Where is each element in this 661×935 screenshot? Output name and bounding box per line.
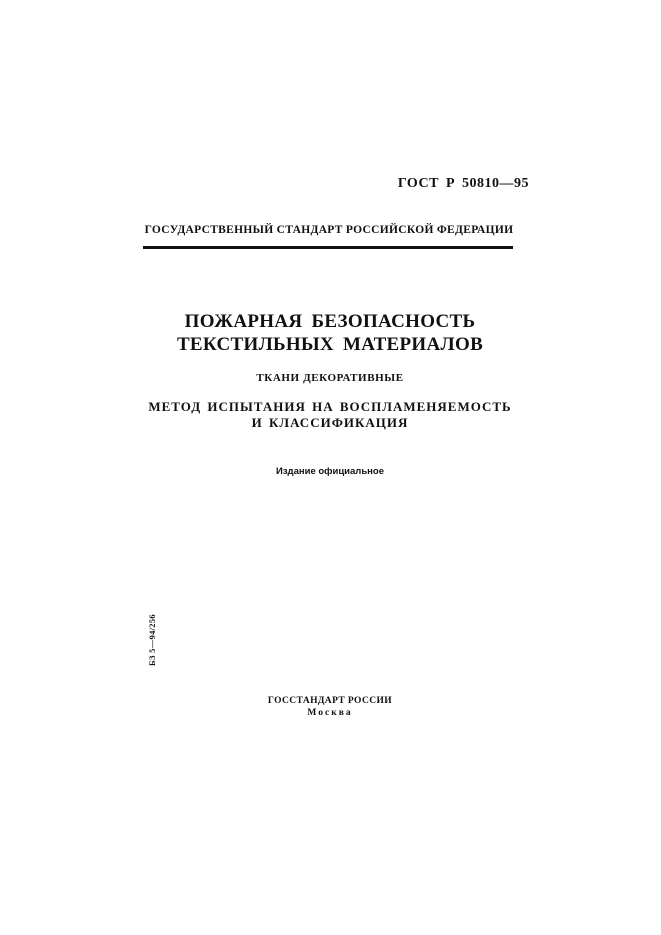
publisher-block xyxy=(100,695,560,719)
document-number: ГОСТ Р 50810—95 xyxy=(397,176,529,191)
document-title xyxy=(100,310,560,356)
publisher-city: Москва xyxy=(307,708,353,718)
document-subtitle: ТКАНИ ДЕКОРАТИВНЫЕ xyxy=(256,372,404,384)
method-line-1: МЕТОД ИСПЫТАНИЯ НА ВОСПЛАМЕНЯЕМОСТЬ xyxy=(148,399,512,414)
edition-label: Издание официальное xyxy=(276,466,384,477)
title-line-2: ТЕКСТИЛЬНЫХ МАТЕРИАЛОВ xyxy=(176,334,484,355)
publisher-name: ГОССТАНДАРТ РОССИИ xyxy=(267,696,393,706)
title-line-1: ПОЖАРНАЯ БЕЗОПАСНОСТЬ xyxy=(184,311,476,332)
method-line-2: И КЛАССИФИКАЦИЯ xyxy=(251,415,409,430)
standard-header: ГОСУДАРСТВЕННЫЙ СТАНДАРТ РОССИЙСКОЙ ФЕДЕРАЦИИ xyxy=(144,224,514,236)
catalog-code: БЗ 5—94/256 xyxy=(147,614,157,666)
header-rule xyxy=(143,246,513,249)
method-title xyxy=(100,399,560,431)
